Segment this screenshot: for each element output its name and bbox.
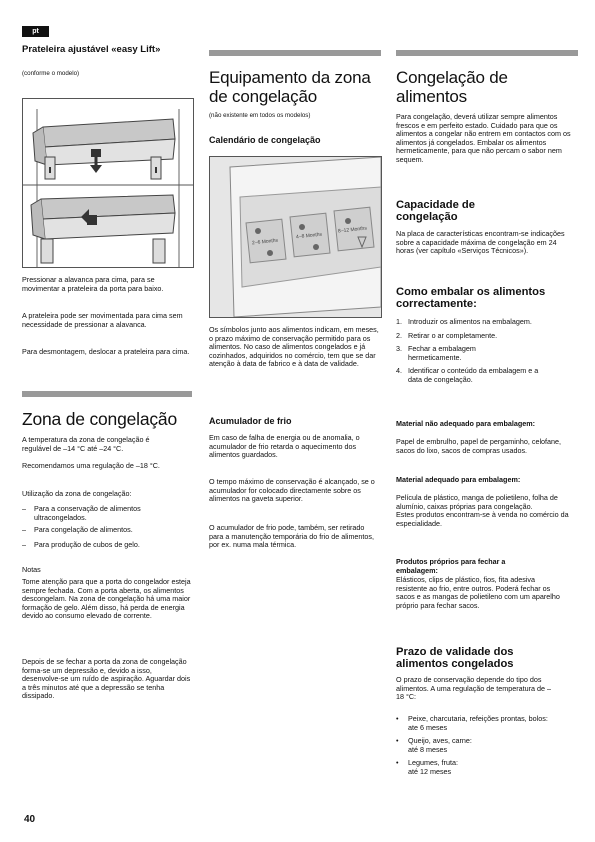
nao-adequado-paragraph: Papel de embrulho, papel de pergaminho, celofane, sacos do lixo, sacos de compras usados. bbox=[396, 437, 562, 455]
section-divider bbox=[22, 391, 192, 397]
congelacao-title: Congelação de alimentos bbox=[396, 68, 508, 106]
shelf-subtitle: (conforme o modelo) bbox=[22, 70, 80, 77]
notas-label: Notas bbox=[22, 565, 41, 574]
embalar-title: Como embalar os alimentos correctamente: bbox=[396, 286, 546, 311]
freezer-calendar-illustration bbox=[209, 156, 382, 318]
prazo-paragraph: O prazo de conservação depende do tipo dos alimentos. A uma regulação de temperatura de –18 °C: bbox=[396, 675, 552, 702]
section-divider bbox=[209, 50, 381, 56]
list-item: • Legumes, fruta: até 12 meses bbox=[396, 758, 458, 776]
prazo-title: Prazo de validade dos alimentos congelados bbox=[396, 646, 514, 671]
calendar-title: Calendário de congelação bbox=[209, 135, 321, 145]
acumulador-paragraph-3: O acumulador de frio pode, também, ser retirado para a manutenção temporária do frio de alimentos, por ex. numa mala térmica. bbox=[209, 523, 375, 550]
calendar-label-2: 4–8 Months bbox=[295, 231, 323, 241]
list-item: 2. Retirar o ar completamente. bbox=[396, 330, 498, 340]
calendar-label-1: 2–6 Months bbox=[251, 237, 279, 247]
zona-paragraph-3: Utilização da zona de congelação: bbox=[22, 489, 132, 498]
nao-adequado-label: Material não adequado para embalagem: bbox=[396, 419, 535, 428]
congelacao-paragraph: Para congelação, deverá utilizar sempre alimentos frescos e em perfeito estado. Cuidado para que os alimentos a congelar não entrem em contactos com os alimentos já congelados. Embalar os alimentos hermeticamente, para que não percam o sabor nem sequem. bbox=[396, 112, 571, 164]
section-divider bbox=[396, 50, 578, 56]
acumulador-paragraph-2: O tempo máximo de conservação é alcançado, se o acumulador for colocado directamente sobre os alimentos na gaveta superior. bbox=[209, 477, 375, 504]
zona-paragraph-1: A temperatura da zona de congelação é regulável de –14 °C até –24 °C. bbox=[22, 435, 150, 453]
shelf-illustration bbox=[22, 98, 194, 268]
acumulador-title: Acumulador de frio bbox=[209, 416, 292, 426]
acumulador-paragraph-1: Em caso de falha de energia ou de anomalia, o acumulador de frio retarda o aquecimento dos alimentos guardados. bbox=[209, 433, 360, 460]
embalar-steps bbox=[396, 318, 546, 385]
zona-usage-list bbox=[22, 505, 192, 549]
equip-subtitle: (não existente em todos os modelos) bbox=[209, 112, 311, 119]
adequado-paragraph: Película de plástico, manga de polietileno, folha de alumínio, caixas próprias para congelação. Estes produtos encontram-se à venda no comércio da especialidade. bbox=[396, 493, 569, 528]
shelf-paragraph-2: A prateleira pode ser movimentada para cima sem necessidade de pressionar a alavanca. bbox=[22, 311, 183, 329]
capacidade-paragraph: Na placa de características encontram-se indicações sobre a capacidade máxima de congelação em 24 horas (ver capítulo «Serviços Técnicos»). bbox=[396, 229, 565, 256]
list-item: • Queijo, aves, carne: até 8 meses bbox=[396, 736, 472, 754]
list-item: 4. Identificar o conteúdo da embalagem e a data de congelação. bbox=[396, 366, 539, 384]
list-item: 3. Fechar a embalagem hermeticamente. bbox=[396, 344, 476, 362]
produtos-label: Produtos próprios para fechar a embalagem: bbox=[396, 557, 506, 575]
equip-title: Equipamento da zona de congelação bbox=[209, 68, 371, 106]
shelf-paragraph-3: Para desmontagem, deslocar a prateleira para cima. bbox=[22, 347, 190, 356]
prazo-list bbox=[396, 715, 578, 777]
zona-title: Zona de congelação bbox=[22, 409, 177, 429]
list-item: – Para a conservação de alimentos ultracongelados. bbox=[22, 504, 141, 522]
notas-paragraph-2: Depois de se fechar a porta da zona de congelação forma-se um depressão e, devido a isso, desenvolve-se um ruído de aspiração. Aguardar dois a três minutos até que a depressão se tenha dissipado. bbox=[22, 657, 191, 701]
notas-paragraph-1: Tome atenção para que a porta do congelador esteja sempre fechada. Com a porta aberta, os alimentos descongelam. Na zona de congelação há uma maior formação de gelo. Além disso, há perda de energia devido ao consumo elevado de corrente. bbox=[22, 577, 191, 621]
zona-paragraph-2: Recomendamos uma regulação de –18 °C. bbox=[22, 461, 160, 470]
page-number: 40 bbox=[24, 814, 36, 825]
adequado-label: Material adequado para embalagem: bbox=[396, 475, 521, 484]
shelf-title: Prateleira ajustável «easy Lift» bbox=[22, 44, 161, 55]
shelf-paragraph-1: Pressionar a alavanca para cima, para se movimentar a prateleira da porta para baixo. bbox=[22, 275, 164, 293]
language-badge: pt bbox=[22, 26, 49, 37]
capacidade-title: Capacidade de congelação bbox=[396, 199, 475, 224]
calendar-paragraph: Os símbolos junto aos alimentos indicam, em meses, o prazo máximo de conservação permitido para os alimentos. No caso de alimentos congelados e já cozinhados, adquiridos no comércio, tem que se dar atenção à data de fabrico e à data de validade. bbox=[209, 325, 379, 369]
list-item: • Peixe, charcutaria, refeições prontas, bolos: ate 6 meses bbox=[396, 714, 548, 732]
calendar-label-3: 8–12 Months bbox=[337, 225, 368, 235]
produtos-paragraph: Elásticos, clips de plástico, fios, fita adesiva resistente ao frio, entre outros. Poderá fechar os sacos e as mangas de polietileno com um aparelho próprio para fechar sacos. bbox=[396, 575, 560, 610]
list-item: – Para congelação de alimentos. bbox=[22, 525, 133, 535]
list-item: – Para produção de cubos de gelo. bbox=[22, 539, 140, 549]
list-item: 1. Introduzir os alimentos na embalagem. bbox=[396, 317, 532, 326]
